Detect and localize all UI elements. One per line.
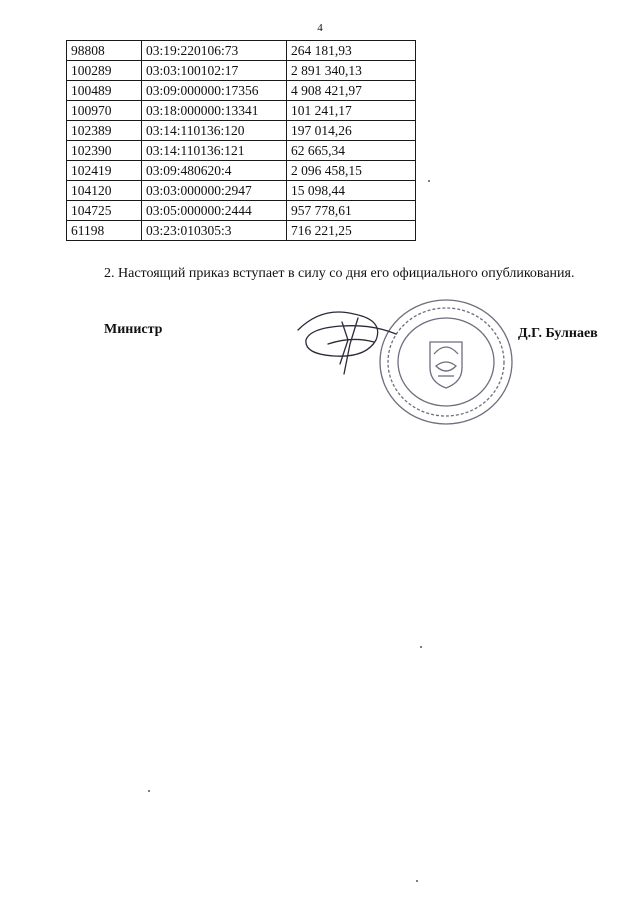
cadastral-value-cell: 15 098,44 xyxy=(287,181,416,201)
cadastral-number-cell: 03:14:110136:120 xyxy=(142,121,287,141)
clause-2-text: 2. Настоящий приказ вступает в силу со дня его официального опубликования. xyxy=(104,266,575,281)
table-row xyxy=(67,221,416,241)
record-number-cell: 98808 xyxy=(67,41,142,61)
cadastral-number-cell: 03:03:000000:2947 xyxy=(142,181,287,201)
cadastral-value-cell: 2 096 458,15 xyxy=(287,161,416,181)
record-number-cell: 100489 xyxy=(67,81,142,101)
page-number: 4 xyxy=(317,22,323,34)
cadastral-value-cell: 4 908 421,97 xyxy=(287,81,416,101)
table-row xyxy=(67,81,416,101)
scan-speck xyxy=(416,880,418,882)
cadastral-number-cell: 03:09:480620:4 xyxy=(142,161,287,181)
cadastral-number-cell: 03:03:100102:17 xyxy=(142,61,287,81)
table-row xyxy=(67,201,416,221)
cadastral-value-cell: 957 778,61 xyxy=(287,201,416,221)
record-number-cell: 61198 xyxy=(67,221,142,241)
table-row xyxy=(67,161,416,181)
cadastral-number-cell: 03:14:110136:121 xyxy=(142,141,287,161)
scan-speck xyxy=(420,646,422,648)
cadastral-value-cell: 716 221,25 xyxy=(287,221,416,241)
record-number-cell: 100970 xyxy=(67,101,142,121)
cadastral-value-cell: 101 241,17 xyxy=(287,101,416,121)
cadastral-value-cell: 2 891 340,13 xyxy=(287,61,416,81)
cadastral-value-cell: 197 014,26 xyxy=(287,121,416,141)
cadastral-value-cell: 264 181,93 xyxy=(287,41,416,61)
cadastral-value-cell: 62 665,34 xyxy=(287,141,416,161)
record-number-cell: 102419 xyxy=(67,161,142,181)
record-number-cell: 104120 xyxy=(67,181,142,201)
table-row xyxy=(67,141,416,161)
record-number-cell: 104725 xyxy=(67,201,142,221)
record-number-cell: 102389 xyxy=(67,121,142,141)
cadastral-value-table xyxy=(66,40,416,241)
table-body xyxy=(67,41,416,241)
scan-speck xyxy=(148,790,150,792)
cadastral-number-cell: 03:05:000000:2444 xyxy=(142,201,287,221)
record-number-cell: 100289 xyxy=(67,61,142,81)
table-row xyxy=(67,121,416,141)
cadastral-number-cell: 03:09:000000:17356 xyxy=(142,81,287,101)
table-row xyxy=(67,41,416,61)
signer-title: Министр xyxy=(104,322,163,337)
cadastral-number-cell: 03:19:220106:73 xyxy=(142,41,287,61)
scan-speck xyxy=(428,180,430,182)
table-row xyxy=(67,61,416,81)
table-row xyxy=(67,181,416,201)
signer-name: Д.Г. Булнаев xyxy=(518,326,598,341)
cadastral-number-cell: 03:23:010305:3 xyxy=(142,221,287,241)
record-number-cell: 102390 xyxy=(67,141,142,161)
handwritten-signature-icon xyxy=(292,300,402,380)
table-row xyxy=(67,101,416,121)
cadastral-number-cell: 03:18:000000:13341 xyxy=(142,101,287,121)
